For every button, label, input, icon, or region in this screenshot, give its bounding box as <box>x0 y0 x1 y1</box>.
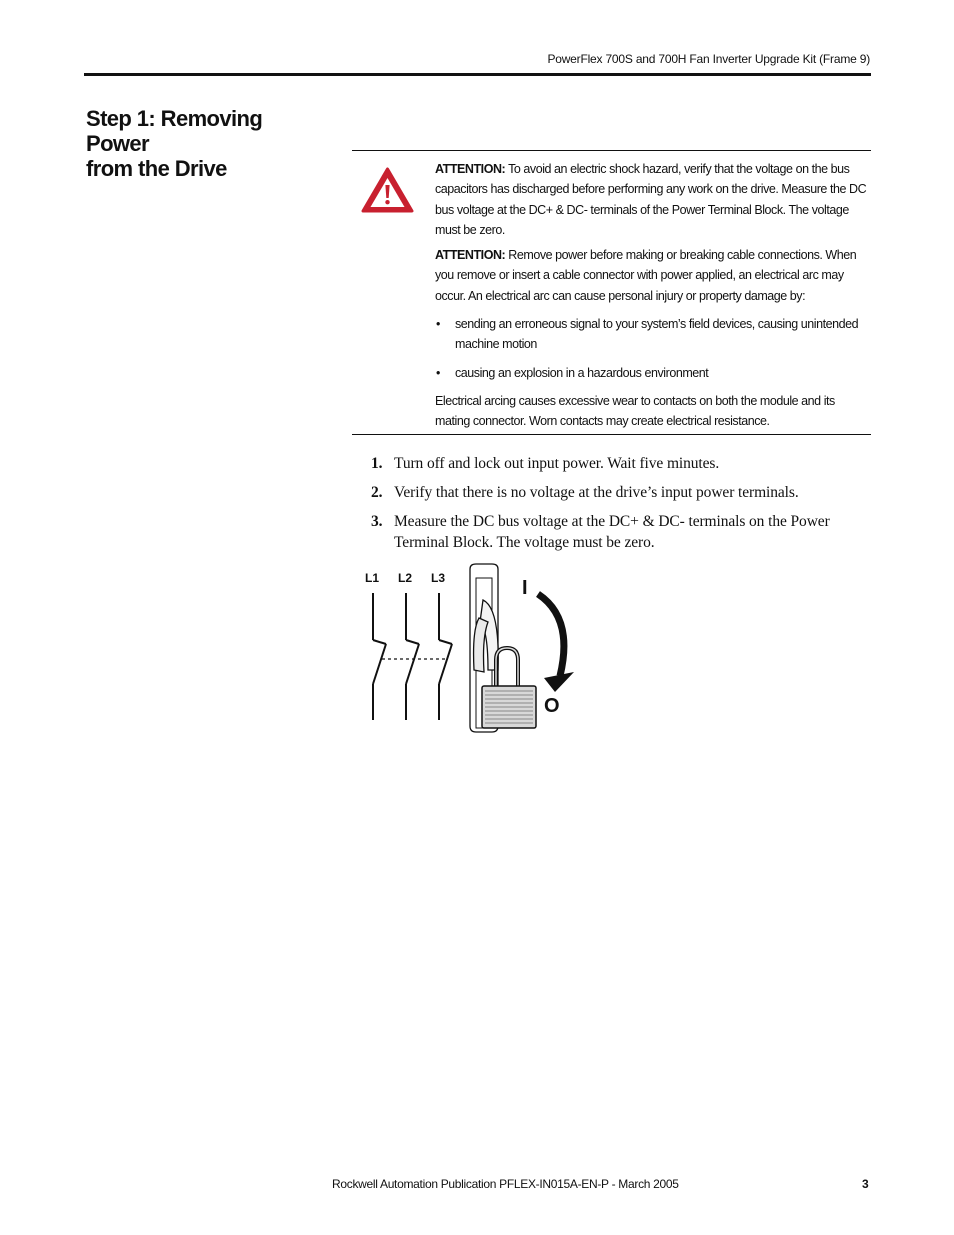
warning-triangle-icon <box>360 166 415 214</box>
list-item <box>435 314 867 355</box>
section-heading-line1: Step 1: Removing Power <box>86 106 263 156</box>
lockout-switch-figure <box>360 560 580 740</box>
attention-text <box>435 159 867 432</box>
step-item <box>368 453 868 474</box>
on-position-label: I <box>522 577 528 599</box>
bullet-text: sending an erroneous signal to your system’s field devices, causing unintended machine motion <box>455 317 859 352</box>
disconnect-switch-poles <box>373 593 452 720</box>
line-label-l1: L1 <box>365 571 380 585</box>
line-label-l3: L3 <box>431 571 446 585</box>
footer-publication: Rockwell Automation Publication PFLEX-IN015A-EN-P - March 2005 <box>332 1177 679 1191</box>
rotation-arrowhead-icon <box>544 672 574 692</box>
attention-text-2: Remove power before making or breaking cable connections. When you remove or insert a cable connector with power applied, an electrical arc may occur. An electrical arc can cause personal injury or property damage by: <box>435 248 857 303</box>
attention-text-1: To avoid an electric shock hazard, verify that the voltage on the bus capacitors has discharged before performing any work on the drive. Measure the DC bus voltage at the DC+ & DC- terminals of the Power Terminal Block. The voltage must be zero. <box>435 162 867 237</box>
section-heading <box>86 106 326 181</box>
step-text: Verify that there is no voltage at the drive’s input power terminals. <box>394 484 799 501</box>
attention-label: ATTENTION: <box>435 162 506 176</box>
bullet-mark: • <box>436 365 440 380</box>
line-label-l2: L2 <box>398 571 413 585</box>
header-rule <box>84 73 871 76</box>
bullet-mark: • <box>436 317 440 332</box>
attention-paragraph-3: Electrical arcing causes excessive wear to contacts on both the module and its mating connector. Worn contacts may create electrical resistance. <box>435 393 835 429</box>
procedure-steps <box>368 453 868 561</box>
list-item <box>435 363 867 383</box>
attention-paragraph-2 <box>435 245 867 306</box>
rotation-arrow-icon <box>538 594 564 676</box>
step-item <box>368 511 868 553</box>
attention-paragraph-1 <box>435 159 867 240</box>
step-number: 3. <box>371 513 383 530</box>
running-header: PowerFlex 700S and 700H Fan Inverter Upgrade Kit (Frame 9) <box>547 52 870 66</box>
page-number: 3 <box>862 1177 869 1191</box>
step-number: 2. <box>371 484 383 501</box>
step-number: 1. <box>371 455 383 472</box>
attention-bullet-list <box>435 314 867 383</box>
bullet-text: causing an explosion in a hazardous environment <box>455 365 709 380</box>
step-text: Measure the DC bus voltage at the DC+ & DC- terminals on the Power Terminal Block. The voltage must be zero. <box>394 513 830 551</box>
attention-box <box>352 150 871 435</box>
section-heading-line2: from the Drive <box>86 156 227 181</box>
off-position-label: O <box>544 695 560 717</box>
attention-label: ATTENTION: <box>435 248 506 263</box>
step-item <box>368 482 868 503</box>
step-text: Turn off and lock out input power. Wait five minutes. <box>394 455 720 472</box>
